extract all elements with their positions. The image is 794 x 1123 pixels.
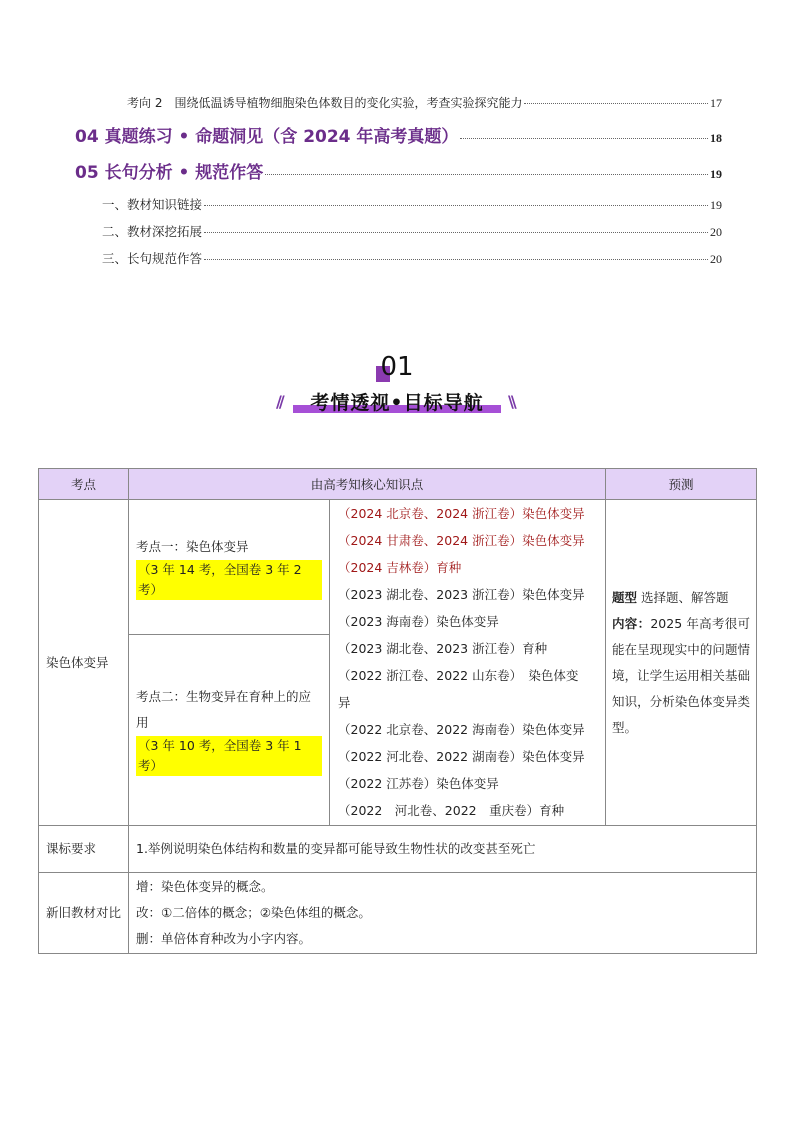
table-row [39, 826, 757, 873]
compare-label: 新旧教材对比 [39, 873, 129, 954]
toc-leader-dots [460, 138, 708, 139]
toc-leader-dots [204, 259, 708, 260]
kaodian-2-stat: （3 年 10 考，全国卷 3 年 1 考） [136, 736, 322, 776]
kaodian-1-stat: （3 年 14 考，全国卷 3 年 2 考） [136, 560, 322, 600]
curriculum-label: 课标要求 [39, 826, 129, 873]
exam-analysis-table [38, 468, 757, 954]
source-item: （2022 江苏卷）染色体变异 [338, 776, 499, 791]
kaodian-2-title: 考点二：生物变异在育种上的应用 [136, 689, 312, 730]
source-item: （2024 吉林卷）育种 [338, 560, 462, 575]
table-row [39, 500, 757, 635]
toc-page-number: 19 [710, 198, 722, 212]
section-deco-right: \\ [508, 392, 514, 411]
section-title-wrap [0, 388, 794, 418]
source-item: （2024 北京卷、2024 浙江卷）染色体变异 [338, 506, 585, 521]
toc-page-number: 18 [710, 131, 722, 145]
source-item: 异 [338, 695, 351, 710]
compare-value [129, 873, 757, 954]
source-item: （2024 甘肃卷、2024 浙江卷）染色体变异 [338, 533, 585, 548]
toc-leader-dots [265, 174, 708, 175]
row-label-chromosome-variation: 染色体变异 [39, 500, 129, 826]
kaodian-2 [129, 635, 330, 826]
toc-sub-3[interactable] [102, 249, 722, 267]
source-list [330, 500, 606, 826]
toc-item-4[interactable] [75, 122, 722, 147]
prediction-content-label: 内容： [612, 615, 651, 631]
toc-item-3[interactable] [127, 94, 722, 111]
toc-page-number: 20 [710, 225, 722, 239]
toc-item-label: 考向 2 围绕低温诱导植物细胞染色体数目的变化实验，考查实验探究能力 [127, 96, 523, 110]
toc-item-label: 三、长句规范作答 [102, 251, 203, 266]
toc-sub-2[interactable] [102, 222, 722, 240]
source-item: （2023 海南卷）染色体变异 [338, 614, 499, 629]
prediction-cell [606, 500, 757, 826]
compare-delete: 删：单倍体育种改为小字内容。 [136, 931, 312, 946]
header-kaodian: 考点 [39, 469, 129, 500]
table-header-row [39, 469, 757, 500]
prediction-type-label: 题型 [612, 589, 638, 605]
compare-change: 改：①二倍体的概念；②染色体组的概念。 [136, 905, 371, 920]
section-title: 考情透视•目标导航 [310, 392, 484, 414]
kaodian-1 [129, 500, 330, 635]
toc-page-number: 20 [710, 252, 722, 266]
source-item: （2023 湖北卷、2023 浙江卷）染色体变异 [338, 587, 585, 602]
prediction-type-value: 选择题、解答题 [641, 589, 729, 605]
toc-page-number: 17 [710, 96, 722, 110]
source-item: （2022 北京卷、2022 海南卷）染色体变异 [338, 722, 585, 737]
section-deco-left: // [276, 392, 282, 411]
compare-add: 增：染色体变异的概念。 [136, 879, 274, 894]
prediction-content-value: 2025 年高考很可能在呈现现实中的问题情境，让学生运用相关基础知识，分析染色体变异类型。 [612, 615, 751, 735]
source-item: （2023 湖北卷、2023 浙江卷）育种 [338, 641, 548, 656]
toc-sub-1[interactable] [102, 195, 722, 213]
table-row [39, 873, 757, 954]
toc-leader-dots [524, 103, 708, 104]
kaodian-1-title: 考点一：染色体变异 [136, 539, 249, 554]
header-prediction: 预测 [606, 469, 757, 500]
header-core-knowledge: 由高考知核心知识点 [129, 469, 606, 500]
toc-leader-dots [204, 232, 708, 233]
toc-page-number: 19 [710, 167, 722, 181]
toc-item-label: 一、教材知识链接 [102, 197, 203, 212]
curriculum-value: 1.举例说明染色体结构和数量的变异都可能导致生物性状的改变甚至死亡 [129, 826, 757, 873]
toc-leader-dots [204, 205, 708, 206]
source-item: （2022 河北卷、2022 湖南卷）染色体变异 [338, 749, 585, 764]
source-item: （2022 河北卷、2022 重庆卷）育种 [338, 803, 565, 818]
toc-item-5[interactable] [75, 158, 722, 183]
toc-item-label: 05 长句分析 • 规范作答 [75, 163, 264, 183]
toc-item-label: 04 真题练习 • 命题洞见（含 2024 年高考真题） [75, 127, 459, 147]
section-number: 01 [380, 352, 414, 382]
toc-item-label: 二、教材深挖拓展 [102, 224, 203, 239]
source-item: （2022 浙江卷、2022 山东卷） 染色体变 [338, 668, 579, 683]
